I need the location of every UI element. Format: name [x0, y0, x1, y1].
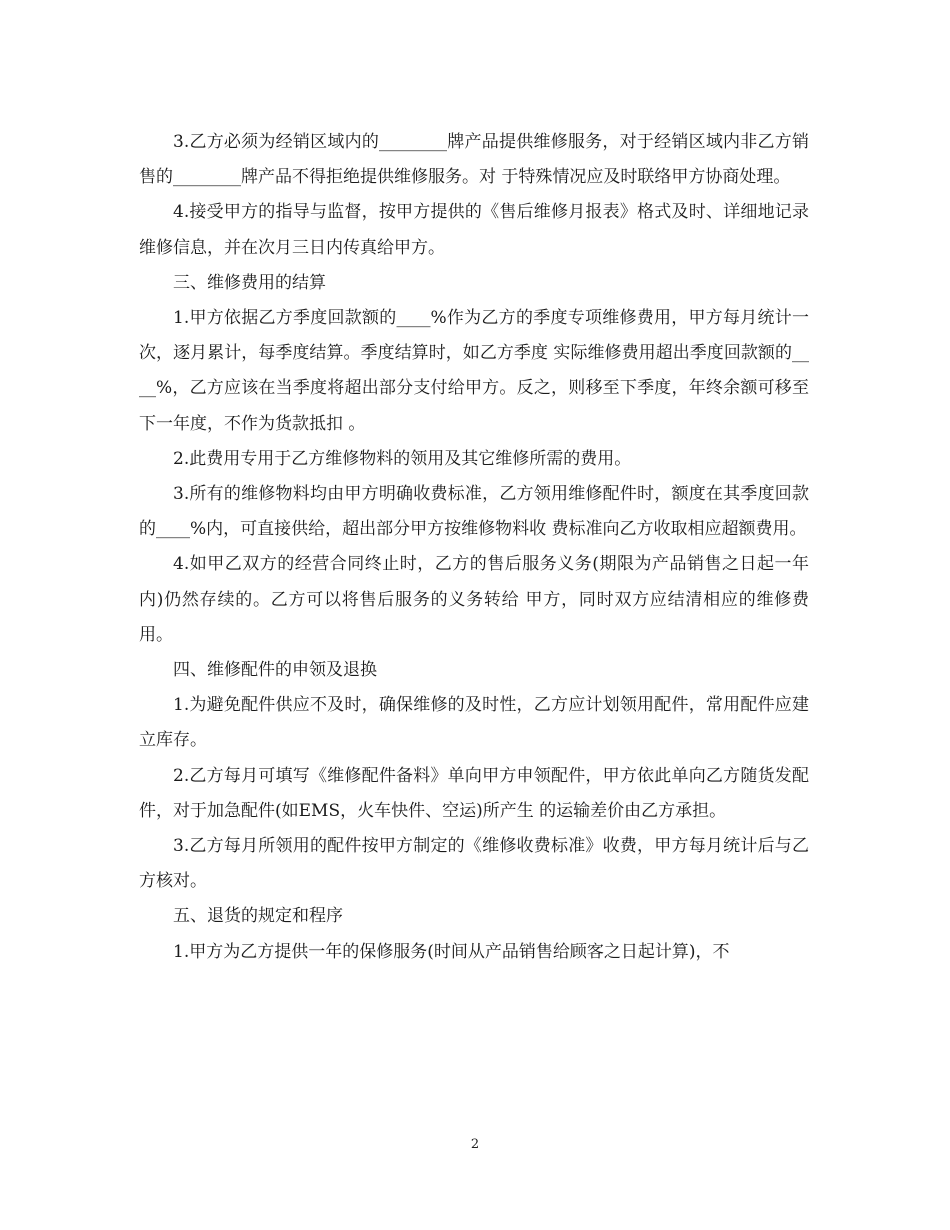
clause-fee-2: 2.此费用专用于乙方维修物料的领用及其它维修所需的费用。: [173, 448, 632, 469]
clause-fee-4: 4.如甲乙双方的经营合同终止时，乙方的售后服务义务(期限为产品销售之日起一年内)仍然存续的。乙方可以将售后服务的义务转给 甲方，同时双方应结清相应的维修费用。: [139, 554, 809, 645]
clause-parts-1: 1.为避免配件供应不及时，确保维修的及时性，乙方应计划领用配件，常用配件应建立库存。: [139, 695, 809, 751]
page-number: 2: [470, 1137, 480, 1152]
section-heading-parts-request: 四、维修配件的申领及退换: [173, 660, 377, 681]
section-heading-returns: 五、退货的规定和程序: [173, 906, 343, 927]
clause-parts-3: 3.乙方每月所领用的配件按甲方制定的《维修收费标准》收费，甲方每月统计后与乙方核对。: [139, 836, 809, 892]
document-body: [139, 125, 809, 970]
clause-3-repair-obligation: 3.乙方必须为经销区域内的________牌产品提供维修服务，对于经销区域内非乙方销售的________牌产品不得拒绝提供维修服务。对 于特殊情况应及时联络甲方协商处理。: [139, 132, 809, 188]
section-heading-fee-settlement: 三、维修费用的结算: [173, 272, 326, 293]
clause-fee-1: 1.甲方依据乙方季度回款额的____%作为乙方的季度专项维修费用，甲方每月统计一次，逐月累计，每季度结算。季度结算时，如乙方季度 实际维修费用超出季度回款额的____%，乙方应该在当季度将超出部分支付给甲方。反之，则移至下季度，年终余额可移至下一年度，不作为货款抵扣 。: [139, 308, 809, 434]
clause-returns-1: 1.甲方为乙方提供一年的保修服务(时间从产品销售给顾客之日起计算)，不: [173, 941, 730, 962]
clause-4-supervision: 4.接受甲方的指导与监督，按甲方提供的《售后维修月报表》格式及时、详细地记录维修信息，并在次月三日内传真给甲方。: [139, 202, 809, 258]
clause-fee-3: 3.所有的维修物料均由甲方明确收费标准，乙方领用维修配件时，额度在其季度回款的____%内，可直接供给，超出部分甲方按维修物料收 费标准向乙方收取相应超额费用。: [139, 484, 809, 540]
clause-parts-2: 2.乙方每月可填写《维修配件备料》单向甲方申领配件，甲方依此单向乙方随货发配件，对于加急配件(如EMS，火车快件、空运)所产生 的运输差价由乙方承担。: [139, 765, 809, 821]
